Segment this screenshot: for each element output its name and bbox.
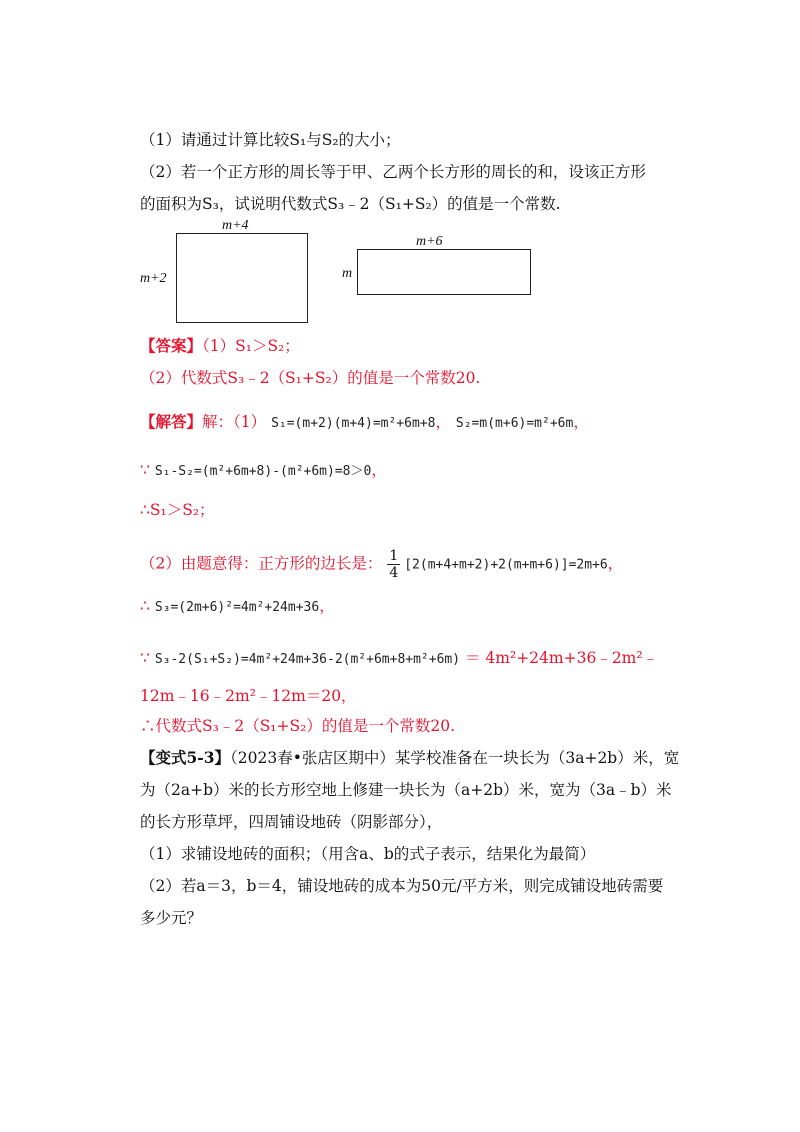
- solution-tag: 【解答】: [140, 412, 203, 431]
- s1-formula: S₁=(m+2)(m+4)=m²+6m+8: [271, 416, 436, 431]
- solution-line-3: [140, 500, 215, 520]
- therefore-symbol: ∴: [140, 501, 150, 519]
- answer-1: （1）S₁＞S₂；: [202, 337, 300, 355]
- variant-line-3: 的长方形草坪，四周铺设地砖（阴影部分），: [140, 813, 443, 831]
- s3-formula: S₃=(2m+6)²=4m²+24m+36: [154, 600, 320, 615]
- therefore-symbol: ∴: [140, 597, 150, 615]
- variant-question-2-line-2: 多少元？: [140, 909, 203, 927]
- variant-question-2-line-1: （2）若a＝3，b＝4，铺设地砖的成本为50元/平方米，则完成铺设地砖需要: [140, 877, 664, 895]
- rect2-top-label: m+6: [416, 234, 443, 249]
- variant-question-1: （1）求铺设地砖的面积；（用含a、b的式子表示，结果化为最简）: [140, 845, 596, 863]
- because-symbol: ∵: [140, 461, 150, 479]
- expression-continuation-2: 12m﹣16﹣2m²﹣12m＝20，: [140, 687, 357, 705]
- answer-line-1: [140, 336, 300, 356]
- comma: ，: [607, 554, 624, 573]
- comma: ，: [371, 461, 387, 479]
- solution-line-1: [140, 412, 589, 434]
- because-symbol: ∵: [140, 649, 150, 667]
- solution-intro: 解：（1）: [202, 413, 267, 431]
- variant-tag: 【变式5-3】: [140, 748, 231, 767]
- fraction-denominator: 4: [389, 565, 399, 581]
- solution-line-6: [140, 648, 658, 670]
- fraction-numerator: 1: [389, 548, 399, 564]
- solution-line-5: [140, 596, 335, 618]
- question-2-line-1: （2）若一个正方形的周长等于甲、乙两个长方形的周长的和，设该正方形: [140, 163, 646, 181]
- expression-continuation-1: ＝ 4m²+24m+36﹣2m²﹣: [465, 649, 659, 667]
- solution-line-2: [140, 460, 387, 482]
- answer-tag: 【答案】: [140, 336, 203, 355]
- answer-2: （2）代数式S₃﹣2（S₁+S₂）的值是一个常数20.: [140, 369, 481, 387]
- variant-line-2: 为（2a+b）米的长方形空地上修建一块长为（a+2b）米，宽为（3a﹣b）米: [140, 781, 672, 799]
- rect1-top-label: m+4: [222, 218, 249, 233]
- comma: ，: [319, 597, 335, 615]
- s2-formula: S₂=m(m+6)=m²+6m: [455, 416, 574, 431]
- side-formula: [2(m+4+m+2)+2(m+m+6)]=2m+6: [404, 557, 608, 573]
- fraction-one-quarter: [387, 548, 400, 581]
- solution-line-4: [140, 548, 623, 581]
- comma: ，: [435, 413, 451, 431]
- question-2-line-2: 的面积为S₃，试说明代数式S₃﹣2（S₁+S₂）的值是一个常数.: [140, 195, 561, 213]
- question-1: （1）请通过计算比较S₁与S₂的大小；: [140, 131, 401, 149]
- comma: ，: [573, 413, 589, 431]
- rectangle-yi: [357, 249, 531, 295]
- rect2-side-label: m: [342, 266, 353, 281]
- variant-line-1: [140, 748, 679, 768]
- rectangle-jia: [176, 233, 308, 323]
- difference-formula: S₁-S₂=(m²+6m+8)-(m²+6m)=8＞0: [154, 464, 372, 479]
- variant-text-1: （2023春•张店区期中）某学校准备在一块长为（3a+2b）米，宽: [230, 749, 680, 767]
- part-2-intro: （2）由题意得：正方形的边长是：: [140, 554, 383, 573]
- rect1-side-label: m+2: [140, 271, 167, 286]
- expression-formula: S₃-2(S₁+S₂)=4m²+24m+36-2(m²+6m+8+m²+6m): [154, 652, 461, 667]
- final-conclusion: ∴代数式S₃﹣2（S₁+S₂）的值是一个常数20.: [140, 717, 455, 735]
- conclusion-1: S₁＞S₂；: [149, 501, 215, 519]
